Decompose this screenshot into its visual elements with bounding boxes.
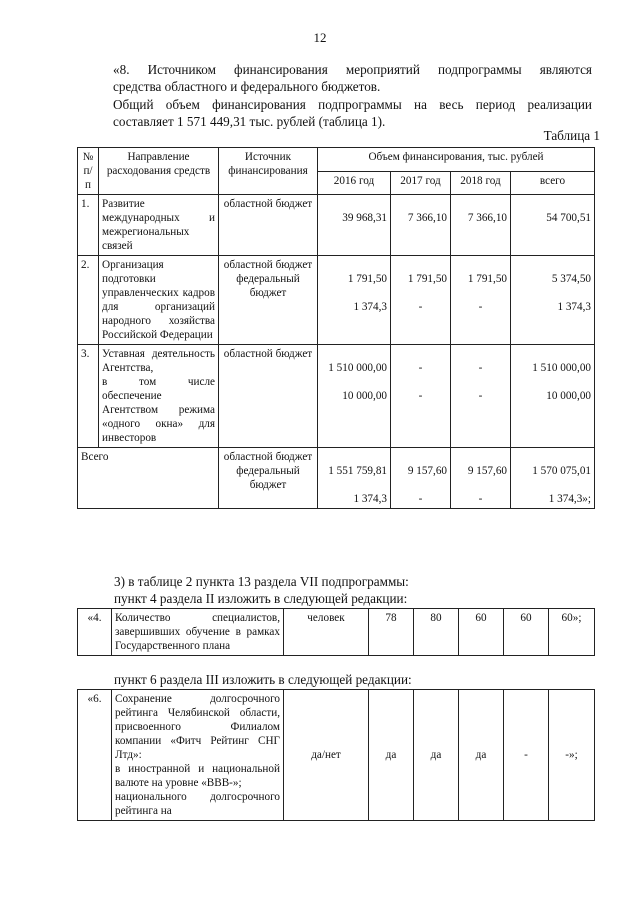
- paragraph-financing-source: [77, 61, 592, 95]
- amendment-heading: 3) в таблице 2 пункта 13 раздела VII подпрограммы:: [114, 574, 409, 589]
- row-value-2017: - -: [391, 345, 451, 448]
- table-row: [78, 195, 595, 256]
- row-value: да: [459, 690, 504, 821]
- header-total: всего: [511, 171, 595, 195]
- row-value: 80: [414, 609, 459, 656]
- table-row: [78, 609, 595, 656]
- row-description: Количество специалистов, завершивших обучение в рамках Государственного плана: [112, 609, 284, 656]
- row-source: областной бюджет: [219, 345, 318, 448]
- row-name: Организация подготовки управленческих кадров для организаций народного хозяйства Российской Федерации: [99, 256, 219, 345]
- row-value-2016: 1 510 000,00 10 000,00: [318, 345, 391, 448]
- row-value: да: [369, 690, 414, 821]
- indicator-table-point-4: [77, 608, 595, 656]
- row-num: 3.: [78, 345, 99, 448]
- row-unit: да/нет: [284, 690, 369, 821]
- row-value-total: 1 510 000,00 10 000,00: [511, 345, 595, 448]
- paragraph-financing-total: [77, 96, 592, 130]
- total-value-2018: 9 157,60 -: [451, 448, 511, 509]
- header-2018: 2018 год: [451, 171, 511, 195]
- table-total-row: [78, 448, 595, 509]
- header-num: № п/п: [78, 148, 99, 195]
- row-value: 78: [369, 609, 414, 656]
- row-source: областной бюджет федеральный бюджет: [219, 256, 318, 345]
- paragraph-line: составляет 1 571 449,31 тыс. рублей (таблица 1).: [113, 114, 386, 129]
- indicator-table-point-6: [77, 689, 595, 821]
- total-value-total: 1 570 075,01 1 374,3»;: [511, 448, 595, 509]
- header-volume: Объем финансирования, тыс. рублей: [318, 148, 595, 172]
- row-num: 2.: [78, 256, 99, 345]
- row-name: Уставная деятельность Агентства, в том числе обеспечение Агентством режима «одного окна» для инвесторов: [99, 345, 219, 448]
- table-caption: Таблица 1: [543, 128, 600, 143]
- row-description: Сохранение долгосрочного рейтинга Челябинской области, присвоенного Филиалом компании «Фитч Рейтинг СНГ Лтд»: в иностранной и национальной валюте на уровне «BBB-»; национального долгосрочного рейтинга на: [112, 690, 284, 821]
- row-value-total: 5 374,50 1 374,3: [511, 256, 595, 345]
- table-row: [78, 256, 595, 345]
- paragraph-line: средства областного и федерального бюджетов.: [113, 79, 381, 94]
- row-value: 60: [459, 609, 504, 656]
- page-number: 12: [313, 30, 327, 45]
- row-value-2017: 7 366,10: [391, 195, 451, 256]
- row-value-2016: 39 968,31: [318, 195, 391, 256]
- row-value: 60: [504, 609, 549, 656]
- row-num: «4.: [78, 609, 112, 656]
- row-value: -: [504, 690, 549, 821]
- row-value: 60»;: [549, 609, 595, 656]
- row-value-2017: 1 791,50 -: [391, 256, 451, 345]
- header-2017: 2017 год: [391, 171, 451, 195]
- table-row: [78, 690, 595, 821]
- row-value: да: [414, 690, 459, 821]
- row-name: Развитие международных и межрегиональных связей: [99, 195, 219, 256]
- amendment-point-6: пункт 6 раздела III изложить в следующей редакции:: [114, 672, 412, 687]
- financing-table: [77, 147, 595, 509]
- row-value-total: 54 700,51: [511, 195, 595, 256]
- row-value-2018: 7 366,10: [451, 195, 511, 256]
- row-value: -»;: [549, 690, 595, 821]
- row-num: 1.: [78, 195, 99, 256]
- row-value-2018: - -: [451, 345, 511, 448]
- header-2016: 2016 год: [318, 171, 391, 195]
- total-source: областной бюджет федеральный бюджет: [219, 448, 318, 509]
- table-row: [78, 345, 595, 448]
- paragraph-line: Общий объем финансирования подпрограммы на весь период реализации: [113, 97, 592, 112]
- row-value-2018: 1 791,50 -: [451, 256, 511, 345]
- total-value-2016: 1 551 759,81 1 374,3: [318, 448, 391, 509]
- row-unit: человек: [284, 609, 369, 656]
- row-value-2016: 1 791,50 1 374,3: [318, 256, 391, 345]
- table-header-row: [78, 148, 595, 172]
- row-num: «6.: [78, 690, 112, 821]
- header-direction: Направление расходования средств: [99, 148, 219, 195]
- row-source: областной бюджет: [219, 195, 318, 256]
- total-value-2017: 9 157,60 -: [391, 448, 451, 509]
- header-source: Источник финансирования: [219, 148, 318, 195]
- amendment-point-4: пункт 4 раздела II изложить в следующей редакции:: [114, 591, 408, 606]
- total-label: Всего: [78, 448, 219, 509]
- paragraph-line: «8. Источником финансирования мероприятий подпрограммы являются: [113, 62, 592, 77]
